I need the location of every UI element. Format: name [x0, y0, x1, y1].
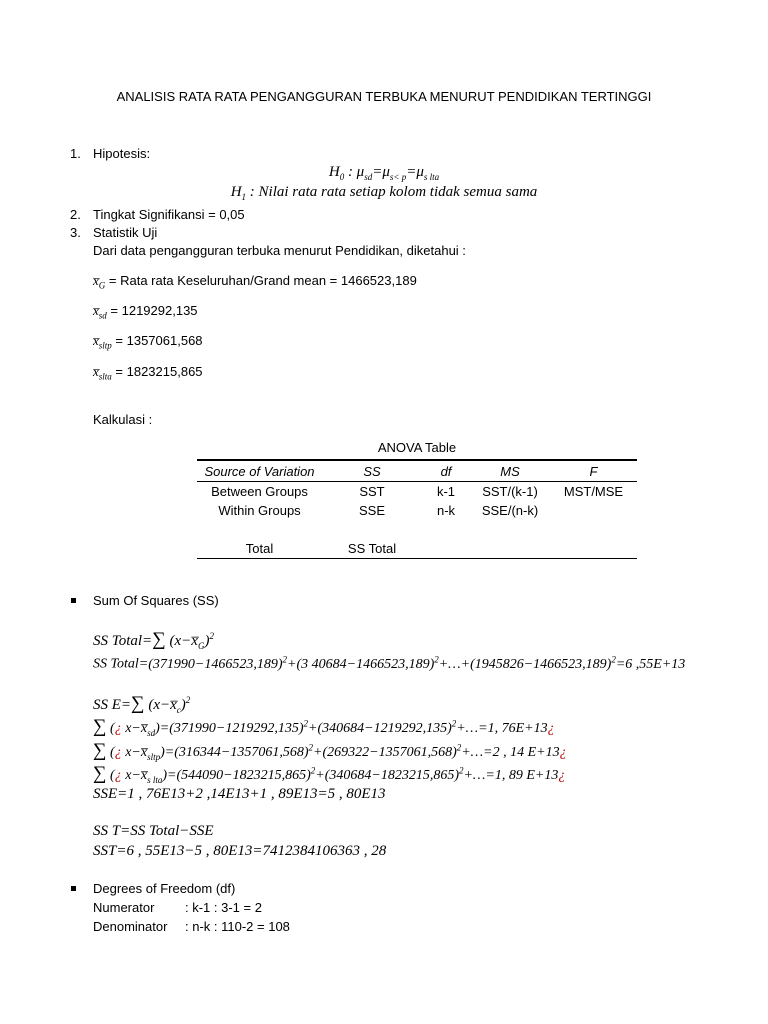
table-cell: MST/MSE: [563, 484, 624, 499]
df-denominator-label: Denominator: [93, 919, 168, 934]
item-number-3: 3.: [70, 225, 81, 240]
sse-sd-calc: ∑ (¿ $x-x̅_{sd})=(371990-1219292,135)^2+(340684-1219292,135)^2+\dots=1$, 76E+13¿: [93, 716, 555, 738]
sst-formula: SS T=SS Total−SSE: [93, 823, 214, 839]
hypothesis-h0: $H_0$ : $\mu_{sd}=\mu_{s< p}=\mu_{s lta}$: [328, 164, 440, 182]
bullet-icon: [71, 598, 76, 603]
table-row-total: [197, 539, 637, 559]
table-cell: [550, 501, 637, 520]
df-numerator-value: : k-1 : 3-1 = 2: [185, 900, 262, 915]
table-cell: [322, 520, 422, 539]
sse-formula: SS E=∑ $(x-x̅_c)^2$: [93, 693, 191, 715]
sse-slta-calc: ∑ (¿ $x-x̅_{s lta})=(544090-1823215,865)^2+(340684-1823215,865)^2+\dots=1$, 89 E+13¿: [93, 763, 566, 785]
anova-header-ss: SS: [322, 460, 422, 482]
mean-slta: $x̅_{slta} = 1823215,865$: [93, 364, 203, 382]
item-label-hipotesis: Hipotesis:: [93, 146, 151, 161]
mean-grand: $x̅_G$ = Rata rata Keseluruhan/Grand mean = 1466523,189: [93, 273, 417, 291]
sse-sltp-calc: ∑ (¿ $x-x̅_{sltp})=(316344-1357061,568)^2+(269322-1357061,568)^2+\dots=2$ , 14 E+13¿: [93, 740, 567, 762]
table-cell: k-1: [436, 484, 456, 499]
sse-total-calc: SSE=1 , 76E13+2 ,14E13+1 , 89E13=5 , 80E13: [93, 786, 386, 802]
bullet-icon: [71, 886, 76, 891]
table-cell: SST/(k-1): [482, 484, 538, 499]
table-cell: [550, 539, 637, 559]
anova-table: [197, 459, 637, 559]
ss-heading: Sum Of Squares (SS): [93, 593, 219, 608]
sst-calc: SST=6 , 55E13−5 , 80E13=7412384106363 , 28: [93, 843, 387, 859]
intro-text: Dari data pengangguran terbuka menurut Pendidikan, diketahui :: [93, 243, 466, 258]
item-number-2: 2.: [70, 207, 81, 222]
sstotal-calc: SS $Total=(371990-1466523,189)^2+(3$ $40684-1466523,189)^2+\dots+(1945826-1466523,189)^2=6$ ,55E+13: [93, 654, 686, 672]
anova-header-source: Source of Variation: [197, 460, 322, 482]
table-cell: [422, 520, 470, 539]
table-cell: Between Groups: [211, 484, 308, 499]
mean-grand-text: = Rata rata Keseluruhan/Grand mean = 1466523,189: [108, 273, 417, 288]
anova-header-f: F: [550, 460, 637, 482]
kalkulasi-label: Kalkulasi :: [93, 412, 153, 427]
table-row: [197, 482, 637, 502]
hypothesis-h1: $H_1$ : Nilai rata rata setiap kolom tidak semua sama: [230, 184, 538, 202]
anova-header-df: df: [422, 460, 470, 482]
page-title: ANALISIS RATA RATA PENGANGGURAN TERBUKA MENURUT PENDIDIKAN TERTINGGI: [116, 89, 652, 104]
mean-sd: $x̅_{sd} = 1219292,135$: [93, 303, 198, 321]
table-row: [197, 520, 637, 539]
df-heading: Degrees of Freedom (df): [93, 881, 236, 896]
anova-header-ms: MS: [470, 460, 550, 482]
table-row: [197, 501, 637, 520]
table-cell: [422, 539, 470, 559]
table-cell: SST: [359, 484, 385, 499]
table-cell: Total: [197, 539, 322, 559]
table-cell: [470, 520, 550, 539]
anova-caption: ANOVA Table: [377, 440, 457, 455]
item-label-signifikansi: Tingkat Signifikansi = 0,05: [93, 207, 245, 222]
item-label-statistik: Statistik Uji: [93, 225, 158, 240]
df-denominator-value: : n-k : 110-2 = 108: [185, 919, 290, 934]
mean-sltp-text: = 1357061,568: [111, 333, 203, 348]
table-cell: [550, 520, 637, 539]
df-numerator-label: Numerator: [93, 900, 155, 915]
mean-slta-text: = 1823215,865: [111, 364, 203, 379]
mean-sltp: $x̅_{sltp} = 1357061,568$: [93, 333, 203, 351]
table-cell: SSE/(n-k): [481, 503, 539, 518]
table-cell: Within Groups: [218, 503, 301, 518]
item-number-1: 1.: [70, 146, 81, 161]
table-cell: SSE: [358, 503, 385, 518]
table-cell: n-k: [436, 503, 456, 518]
table-cell: SS Total: [322, 539, 422, 559]
table-cell: [197, 520, 322, 539]
sstotal-formula: SS Total=∑ $(x-x̅_G)^2$: [93, 629, 214, 651]
mean-sd-text: = 1219292,135: [106, 303, 198, 318]
table-cell: [470, 539, 550, 559]
